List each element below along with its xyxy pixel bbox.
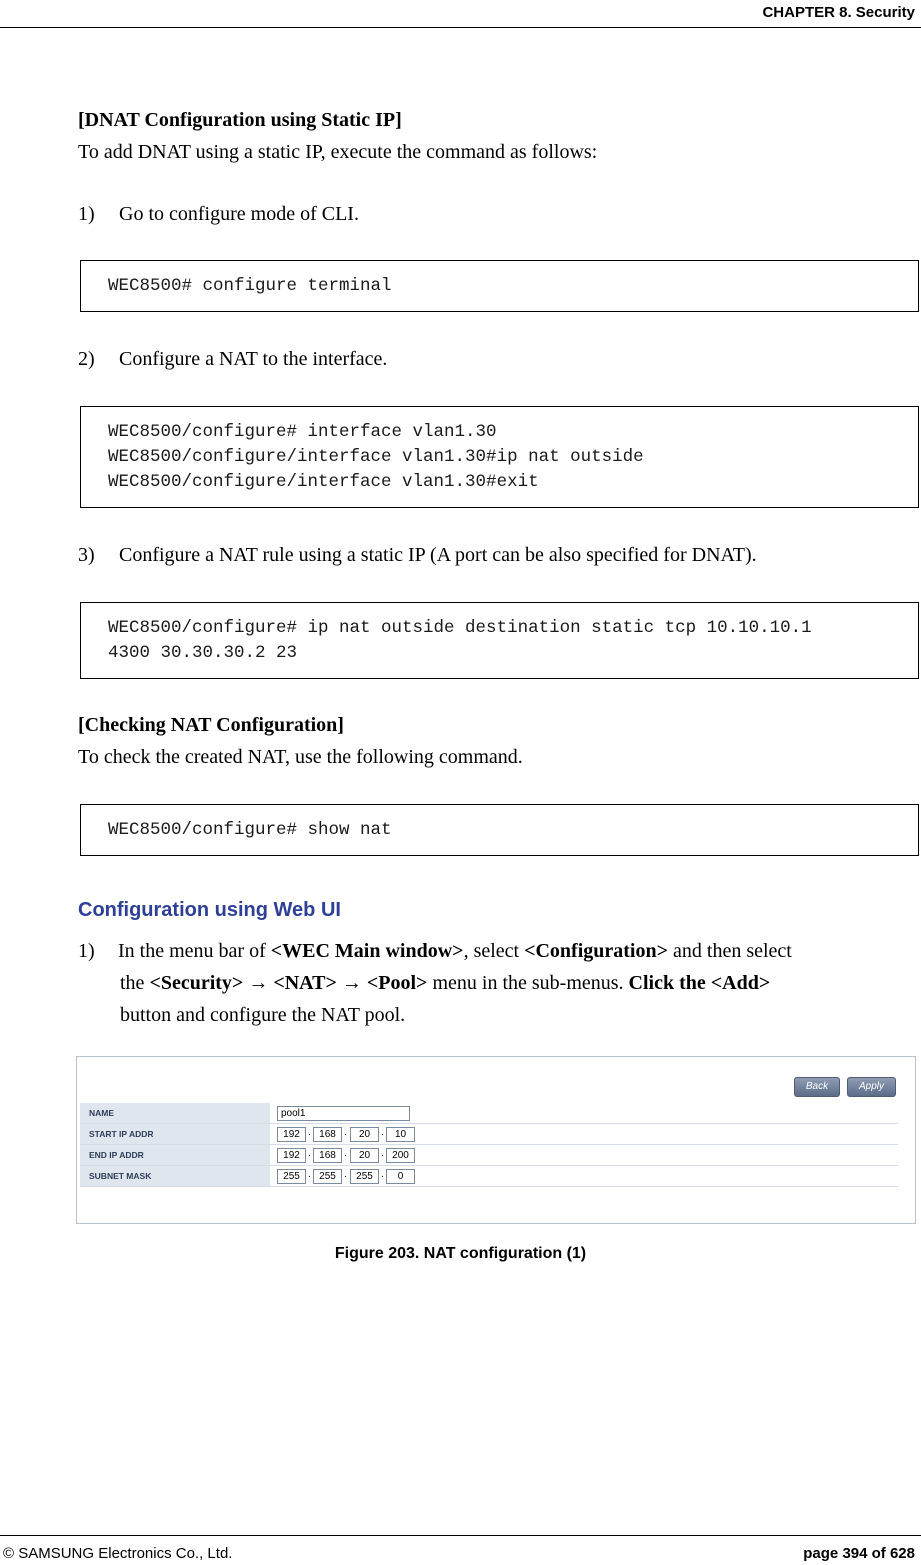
step-text: Configure a NAT to the interface. — [119, 348, 388, 370]
name-label: NAME — [80, 1103, 270, 1123]
code-line: WEC8500/configure/interface vlan1.30#exit — [108, 472, 539, 492]
start-ip-octet-3[interactable]: 20 — [350, 1127, 379, 1142]
code-line: WEC8500/configure# show nat — [108, 820, 392, 840]
code-line: WEC8500/configure# ip nat outside destination static tcp 10.10.10.1 — [108, 618, 812, 638]
name-row — [80, 1103, 898, 1124]
end-ip-row — [80, 1145, 898, 1166]
end-ip-octet-4[interactable]: 200 — [386, 1148, 415, 1163]
step-line — [118, 935, 792, 967]
back-button[interactable]: Back — [794, 1077, 840, 1097]
menu-ref-main-window: <WEC Main window> — [270, 940, 464, 962]
checking-intro: To check the created NAT, use the following command. — [78, 746, 523, 768]
step-number: 2) — [78, 348, 95, 370]
step-number: 1) — [78, 940, 95, 962]
subnet-mask-label: SUBNET MASK — [80, 1166, 270, 1186]
code-line: WEC8500/configure/interface vlan1.30#ip nat outside — [108, 447, 644, 467]
code-block-interface — [80, 406, 919, 508]
apply-button[interactable]: Apply — [847, 1077, 896, 1097]
page-number: page 394 of 628 — [803, 1545, 915, 1562]
dnat-heading: [DNAT Configuration using Static IP] — [78, 109, 402, 131]
step-text: Go to configure mode of CLI. — [119, 203, 359, 225]
text: the — [120, 972, 150, 994]
end-ip-label: END IP ADDR — [80, 1145, 270, 1165]
code-line: WEC8500/configure# interface vlan1.30 — [108, 422, 497, 442]
octet-separator: . — [381, 1127, 384, 1138]
name-input[interactable]: pool1 — [277, 1106, 410, 1121]
octet-separator: . — [381, 1169, 384, 1180]
octet-separator: . — [308, 1169, 311, 1180]
text: In the menu bar of — [118, 940, 271, 962]
webui-heading: Configuration using Web UI — [78, 899, 341, 921]
nat-pool-figure — [76, 1056, 916, 1224]
octet-separator: . — [308, 1127, 311, 1138]
subnet-mask-octet-2[interactable]: 255 — [313, 1169, 342, 1184]
start-ip-octet-2[interactable]: 168 — [313, 1127, 342, 1142]
start-ip-octet-1[interactable]: 192 — [277, 1127, 306, 1142]
menu-ref-add: Click the <Add> — [628, 972, 771, 994]
subnet-mask-row — [80, 1166, 898, 1187]
figure-caption: Figure 203. NAT configuration (1) — [334, 1245, 587, 1262]
octet-separator: . — [308, 1148, 311, 1159]
dnat-intro: To add DNAT using a static IP, execute the command as follows: — [78, 141, 598, 163]
start-ip-label: START IP ADDR — [80, 1124, 270, 1144]
menu-ref-configuration: <Configuration> — [524, 940, 669, 962]
arrow-icon: → — [243, 972, 274, 994]
step-number: 1) — [78, 203, 95, 225]
end-ip-octet-2[interactable]: 168 — [313, 1148, 342, 1163]
arrow-icon: → — [336, 972, 367, 994]
page-footer — [0, 1535, 921, 1565]
code-line: 4300 30.30.30.2 23 — [108, 643, 298, 663]
menu-ref-nat: <NAT> — [273, 972, 337, 994]
copyright: © SAMSUNG Electronics Co., Ltd. — [3, 1545, 233, 1562]
checking-heading: [Checking NAT Configuration] — [78, 714, 344, 736]
subnet-mask-octet-1[interactable]: 255 — [277, 1169, 306, 1184]
octet-separator: . — [381, 1148, 384, 1159]
end-ip-octet-1[interactable]: 192 — [277, 1148, 306, 1163]
code-block-nat-rule — [80, 602, 919, 679]
menu-ref-security: <Security> — [149, 972, 244, 994]
text: menu in the sub-menus. — [427, 972, 629, 994]
start-ip-octet-4[interactable]: 10 — [386, 1127, 415, 1142]
start-ip-row — [80, 1124, 898, 1145]
text: and then select — [668, 940, 792, 962]
step-line — [120, 967, 770, 999]
step-text: Configure a NAT rule using a static IP (A port can be also specified for DNAT). — [119, 544, 757, 566]
page-header — [0, 0, 921, 28]
code-line: WEC8500# configure terminal — [108, 276, 392, 296]
octet-separator: . — [344, 1148, 347, 1159]
octet-separator: . — [344, 1127, 347, 1138]
step-line: button and configure the NAT pool. — [120, 1004, 406, 1026]
code-block-show-nat — [80, 804, 919, 856]
end-ip-octet-3[interactable]: 20 — [350, 1148, 379, 1163]
chapter-title: CHAPTER 8. Security — [762, 4, 915, 21]
step-number: 3) — [78, 544, 95, 566]
subnet-mask-octet-3[interactable]: 255 — [350, 1169, 379, 1184]
code-block-configure — [80, 260, 919, 312]
menu-ref-pool: <Pool> — [366, 972, 428, 994]
subnet-mask-octet-4[interactable]: 0 — [386, 1169, 415, 1184]
text: , select — [463, 940, 525, 962]
octet-separator: . — [344, 1169, 347, 1180]
